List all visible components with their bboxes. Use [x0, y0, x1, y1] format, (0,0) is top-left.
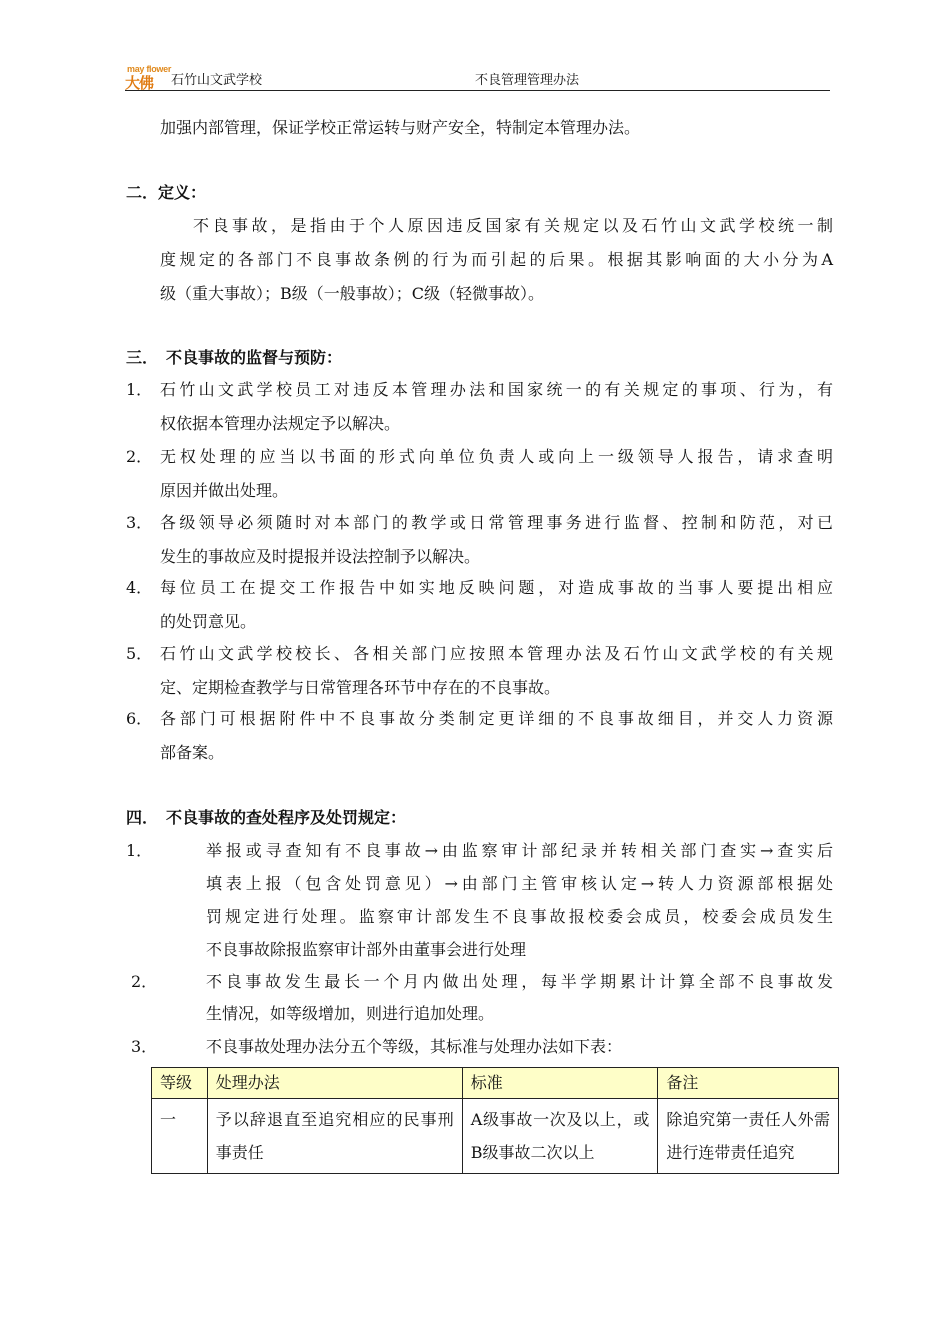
procedure-item-2-line-2: 生情况，如等级增加，则进行追加处理。	[206, 1004, 495, 1023]
supervision-item-1-line-2: 权依据本管理办法规定予以解决。	[160, 414, 401, 433]
supervision-item-6-line-1: 各部门可根据附件中不良事故分类制定更详细的不良事故细目，并交人力资源	[160, 709, 833, 728]
supervision-item-5-line-1: 石竹山文武学校校长、各相关部门应按照本管理办法及石竹山文武学校的有关规	[160, 644, 833, 663]
table-header-cell: 等级	[152, 1068, 208, 1099]
definition-line-3: 级（重大事故）；B级（一般事故）；C级（轻微事故）。	[160, 284, 545, 303]
table-cell-remark: 除追究第一责任人外需进行连带责任追究	[658, 1099, 839, 1174]
procedure-item-2-line-1: 不良事故发生最长一个月内做出处理，每半学期累计计算全部不良事故发	[206, 972, 833, 991]
supervision-item-number: 3．	[126, 513, 153, 532]
procedure-item-1-line-1: 举报或寻查知有不良事故→由监察审计部纪录并转相关部门查实→查实后	[206, 841, 833, 860]
logo-chinese: 大佛	[125, 74, 154, 92]
supervision-item-number: 2．	[126, 447, 153, 466]
procedure-item-number: 3．	[131, 1037, 158, 1056]
document-title: 不良管理管理办法	[475, 73, 580, 88]
logo	[125, 64, 172, 92]
table-row	[152, 1099, 839, 1174]
supervision-item-4-line-2: 的处罚意见。	[160, 612, 257, 631]
supervision-item-number: 4．	[126, 578, 153, 597]
procedure-item-1-line-2: 填表上报（包含处罚意见）→由部门主管审核认定→转人力资源部根据处	[206, 874, 833, 893]
table-cell-method: 予以辞退直至追究相应的民事刑事责任	[207, 1099, 462, 1174]
logo-english: may flower	[127, 64, 172, 74]
table-header-cell: 标准	[462, 1068, 658, 1099]
table-header-cell: 处理办法	[207, 1068, 462, 1099]
supervision-item-3-line-1: 各级领导必须随时对本部门的教学或日常管理事务进行监督、控制和防范，对已	[160, 513, 833, 532]
page-header	[125, 62, 830, 91]
grade-table	[151, 1067, 839, 1174]
table-header-cell: 备注	[658, 1068, 839, 1099]
supervision-item-6-line-2: 部备案。	[160, 743, 225, 762]
section-heading-supervision: 三． 不良事故的监督与预防：	[126, 348, 343, 367]
supervision-item-number: 1．	[126, 380, 153, 399]
section-heading-procedure: 四． 不良事故的查处程序及处罚规定：	[126, 808, 407, 827]
supervision-item-2-line-1: 无权处理的应当以书面的形式向单位负责人或向上一级领导人报告，请求查明	[160, 447, 833, 466]
table-cell-standard: A级事故一次及以上，或B级事故二次以上	[462, 1099, 658, 1174]
supervision-item-number: 6．	[126, 709, 153, 728]
supervision-item-4-line-1: 每位员工在提交工作报告中如实地反映问题，对造成事故的当事人要提出相应	[160, 578, 833, 597]
procedure-item-number: 1．	[126, 841, 153, 860]
intro-line: 加强内部管理，保证学校正常运转与财产安全，特制定本管理办法。	[160, 118, 641, 137]
procedure-item-1-line-3: 罚规定进行处理。监察审计部发生不良事故报校委会成员，校委会成员发生	[206, 907, 833, 926]
definition-line-2: 度规定的各部门不良事故条例的行为而引起的后果。根据其影响面的大小分为A	[160, 250, 833, 269]
supervision-item-1-line-1: 石竹山文武学校员工对违反本管理办法和国家统一的有关规定的事项、行为，有	[160, 380, 833, 399]
section-heading-definition: 二．定义：	[126, 183, 207, 202]
procedure-item-number: 2．	[131, 972, 158, 991]
procedure-item-3-line-1: 不良事故处理办法分五个等级，其标准与处理办法如下表：	[206, 1037, 623, 1056]
supervision-item-2-line-2: 原因并做出处理。	[160, 481, 289, 500]
supervision-item-5-line-2: 定、定期检查教学与日常管理各环节中存在的不良事故。	[160, 678, 561, 697]
table-header-row	[152, 1068, 839, 1099]
definition-line-1: 不良事故，是指由于个人原因违反国家有关规定以及石竹山文武学校统一制	[193, 216, 833, 235]
school-name: 石竹山文武学校	[171, 73, 263, 88]
supervision-item-3-line-2: 发生的事故应及时提报并设法控制予以解决。	[160, 547, 481, 566]
supervision-item-number: 5．	[126, 644, 153, 663]
procedure-item-1-line-4: 不良事故除报监察审计部外由董事会进行处理	[206, 940, 527, 959]
table-cell-grade: 一	[152, 1099, 208, 1174]
